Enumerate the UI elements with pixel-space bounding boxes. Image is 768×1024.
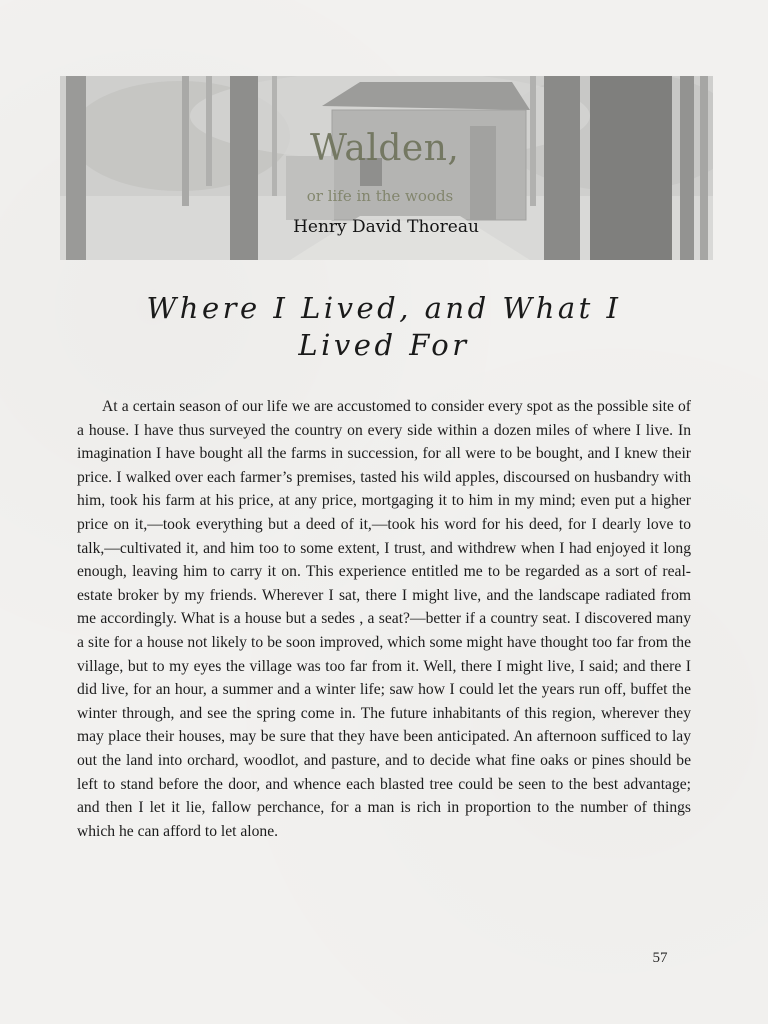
page-number: 57 <box>652 950 668 966</box>
header-banner-image <box>60 76 713 260</box>
body-paragraph: At a certain season of our life we are accustomed to consider every spot as the possible site of a house. I have thus surveyed the country on every side within a dozen miles of where I live. In imagination I have bought all the farms in succession, for all were to be bought, and I knew their price. I walked over each farmer’s premises, tasted his wild apples, discoursed on husbandry with him, took his farm at his price, at any price, mortgaging it to him in my mind; even put a higher price on it,—took everything but a deed of it,—took his word for his deed, for I dearly love to talk,—cultivated it, and him too to some extent, I trust, and withdrew when I had enjoyed it long enough, leaving him to carry it on. This experience entitled me to be regarded as a sort of real-estate broker by my friends. Wherever I sat, there I might live, and the landscape radiated from me accordingly. What is a house but a sedes , a seat?—better if a country seat. I discovered many a site for a house not likely to be soon improved, which some might have thought too far from the village, but to my eyes the village was too far from it. Well, there I might live, I said; and there I did live, for an hour, a summer and a winter life; saw how I could let the years run off, buffet the winter through, and see the spring come in. The future inhabitants of this region, wherever they may place their houses, may be sure that they have been anticipated. An afternoon sufficed to lay out the land into orchard, woodlot, and pasture, and to decide what fine oaks or pines should be left to stand before the door, and whence each blasted tree could be seen to the best advantage; and then I let it lie, fallow perchance, for a man is rich in proportion to the number of things which he can afford to let alone. <box>77 398 691 840</box>
chapter-title: Where I Lived, and What I Lived For <box>146 291 622 362</box>
banner-subtitle: or life in the woods <box>306 187 454 205</box>
body-text <box>77 395 691 843</box>
banner-author: Henry David Thoreau <box>293 217 479 237</box>
banner-title: Walden, <box>310 128 460 169</box>
